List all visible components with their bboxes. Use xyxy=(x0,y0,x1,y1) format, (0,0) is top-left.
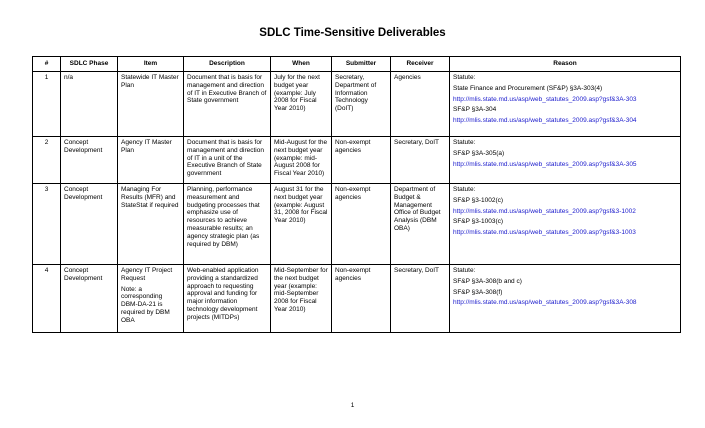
submitter-cell: Secretary, Department of Information Technology (DoIT) xyxy=(332,72,391,137)
page-number: 1 xyxy=(350,402,355,409)
reason-line: SF&P §3A-304 xyxy=(453,106,497,114)
header-item: Item xyxy=(118,57,184,72)
reason-cell xyxy=(450,137,681,184)
header-when: When xyxy=(271,57,332,72)
header-sdlc-phase: SDLC Phase xyxy=(61,57,118,72)
description-cell: Document that is basis for management and direction of IT in a unit of the Executive Branch of State government xyxy=(184,137,271,184)
sdlc-phase-cell: Concept Development xyxy=(61,137,118,184)
item-note: Note: a corresponding DBM-DA-21 is required by DBM OBA xyxy=(121,285,170,324)
row-number: 4 xyxy=(33,265,61,333)
receiver-cell: Secretary, DoIT xyxy=(391,137,450,184)
receiver-cell: Agencies xyxy=(391,72,450,137)
description-cell: Planning, performance measurement and budgeting processes that emphasize use of resources to achieve measurable results; an agency strategic plan (as required by DBM) xyxy=(184,184,271,265)
header-receiver: Receiver xyxy=(391,57,450,72)
header-description: Description xyxy=(184,57,271,72)
receiver-cell: Secretary, DoIT xyxy=(391,265,450,333)
when-cell: July for the next budget year (example: July 2008 for Fiscal Year 2010) xyxy=(271,72,332,137)
reason-line: SF&P §3A-305(a) xyxy=(453,149,505,157)
document-title: SDLC Time-Sensitive Deliverables xyxy=(259,27,446,39)
statute-link[interactable]: http://mlis.state.md.us/asp/web_statutes_2009.asp?gsf&3A-305 xyxy=(453,160,637,168)
reason-line: State Finance and Procurement (SF&P) §3A-303(4) xyxy=(453,84,603,92)
item-text: Agency IT Master Plan xyxy=(121,139,172,154)
statute-link[interactable]: http://mlis.state.md.us/asp/web_statutes_2009.asp?gsf&3A-304 xyxy=(453,117,637,125)
row-number: 3 xyxy=(33,184,61,265)
table-row xyxy=(33,137,681,184)
header-reason: Reason xyxy=(450,57,681,72)
reason-line: SF&P §3-1002(c) xyxy=(453,196,504,204)
reason-line: SF&P §3A-308(b and c) xyxy=(453,277,522,285)
reason-cell xyxy=(450,72,681,137)
item-cell xyxy=(118,184,184,265)
submitter-cell: Non-exempt agencies xyxy=(332,137,391,184)
sdlc-phase-cell: Concept Development xyxy=(61,265,118,333)
description-cell: Web-enabled application providing a standardized approach to requesting approval and funding for major information technology development projects (MITDPs) xyxy=(184,265,271,333)
row-number: 2 xyxy=(33,137,61,184)
when-cell: Mid-September for the next budget year (example: mid-September 2008 for Fiscal Year 2010) xyxy=(271,265,332,333)
statute-link[interactable]: http://mlis.state.md.us/asp/web_statutes_2009.asp?gsf&3-1002 xyxy=(453,207,636,215)
statute-link[interactable]: http://mlis.state.md.us/asp/web_statutes_2009.asp?gsf&3A-303 xyxy=(453,95,637,103)
reason-cell xyxy=(450,184,681,265)
sdlc-phase-cell: Concept Development xyxy=(61,184,118,265)
header-num: # xyxy=(33,57,61,72)
item-text: Statewide IT Master Plan xyxy=(121,74,179,89)
item-cell xyxy=(118,265,184,333)
when-cell: August 31 for the next budget year (example: August 31, 2008 for Fiscal Year 2010) xyxy=(271,184,332,265)
statute-link[interactable]: http://mlis.state.md.us/asp/web_statutes_2009.asp?gsf&3A-308 xyxy=(453,299,637,307)
table-row xyxy=(33,72,681,137)
reason-cell xyxy=(450,265,681,333)
item-cell xyxy=(118,137,184,184)
submitter-cell: Non-exempt agencies xyxy=(332,265,391,333)
reason-line: Statute: xyxy=(453,74,476,81)
description-cell: Document that is basis for management and direction of IT in Executive Branch of State government xyxy=(184,72,271,137)
reason-line: SF&P §3-1003(c) xyxy=(453,218,504,226)
submitter-cell: Non-exempt agencies xyxy=(332,184,391,265)
item-text: Agency IT Project Request xyxy=(121,267,173,282)
statute-link[interactable]: http://mlis.state.md.us/asp/web_statutes_2009.asp?gsf&3-1003 xyxy=(453,229,636,237)
header-submitter: Submitter xyxy=(332,57,391,72)
table-row xyxy=(33,265,681,333)
deliverables-table xyxy=(32,56,681,333)
reason-line: Statute: xyxy=(453,186,476,193)
sdlc-phase-cell: n/a xyxy=(61,72,118,137)
item-text: Managing For Results (MFR) and StateStat if required xyxy=(121,186,179,209)
row-number: 1 xyxy=(33,72,61,137)
table-header-row xyxy=(33,57,681,72)
when-cell: Mid-August for the next budget year (example: mid-August 2008 for Fiscal Year 2010) xyxy=(271,137,332,184)
reason-line: SF&P §3A-308(f) xyxy=(453,288,503,296)
item-cell xyxy=(118,72,184,137)
reason-line: Statute: xyxy=(453,267,476,274)
receiver-cell: Department of Budget & Management Office of Budget Analysis (DBM OBA) xyxy=(391,184,450,265)
reason-line: Statute: xyxy=(453,139,476,146)
table-row xyxy=(33,184,681,265)
